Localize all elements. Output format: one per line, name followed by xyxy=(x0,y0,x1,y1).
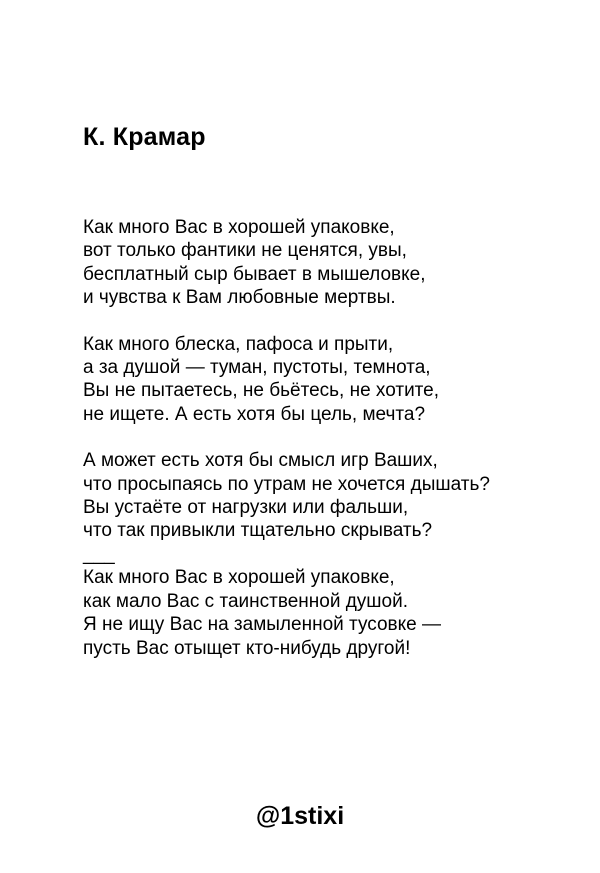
poem-line: не ищете. А есть хотя бы цель, мечта? xyxy=(83,403,426,425)
poem-line: Как много Вас в хорошей упаковке, xyxy=(83,217,395,238)
poem-line: Вы не пытаетесь, не бьётесь, не хотите, xyxy=(83,380,440,402)
poem-line: Вы устаёте от нагрузки или фальши, xyxy=(83,497,409,519)
stanza-2 xyxy=(83,333,583,427)
poem-line: а за душой — туман, пустоты, темнота, xyxy=(83,357,431,379)
poem-line: Как много Вас в хорошей упаковке, xyxy=(83,567,395,589)
social-handle: @1stixi xyxy=(255,802,345,830)
poem-line: бесплатный сыр бывает в мышеловке, xyxy=(83,263,426,285)
poem-line: Как много блеска, пафоса и прыти, xyxy=(83,333,394,355)
stanza-separator: ___ xyxy=(83,543,115,565)
poem-author: К. Крамар xyxy=(83,123,206,151)
poem-line: что так привыкли тщательно скрывать? xyxy=(83,520,433,542)
stanza-gap xyxy=(83,426,583,449)
stanza-1 xyxy=(83,216,583,310)
stanza-4 xyxy=(83,566,583,660)
poem-line: и чувства к Вам любовные мертвы. xyxy=(83,287,396,309)
poem-line: пусть Вас отыщет кто-нибудь другой! xyxy=(83,637,411,659)
poem-body xyxy=(83,216,583,660)
poem-line: что просыпаясь по утрам не хочется дышать? xyxy=(83,473,490,495)
poem-line: вот только фантики не ценятся, увы, xyxy=(83,240,407,262)
poem-line: А может есть хотя бы смысл игр Ваших, xyxy=(83,450,438,472)
poem-line: как мало Вас с таинственной душой. xyxy=(83,590,409,612)
stanza-gap xyxy=(83,310,583,333)
stanza-3 xyxy=(83,449,583,543)
poem-line: Я не ищу Вас на замыленной тусовке — xyxy=(83,614,441,636)
